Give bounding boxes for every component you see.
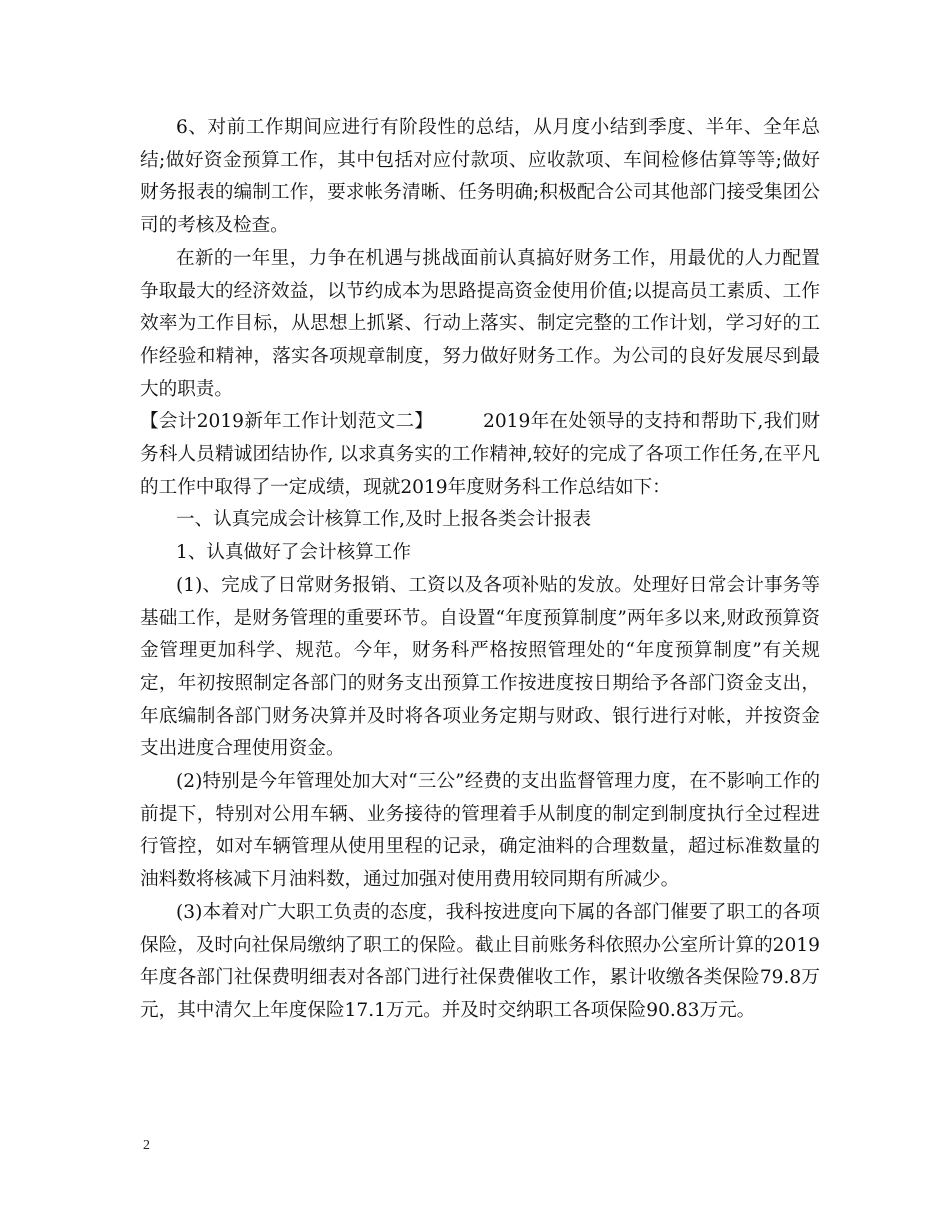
heading-spacer — [433, 411, 483, 432]
page-number: 2 — [143, 1138, 150, 1153]
subheading-accounting: 1、认真做好了会计核算工作 — [176, 542, 411, 564]
paragraph-item6: 6、对前工作期间应进行有阶段性的总结，从月度小结到季度、半年、全年总结;做好资金预算工作，其中包括对应付款项、应收款项、车间检修估算等等;做好财务报表的编制工作，要求帐务清晰、任务明确;积极配合公司其他部门接受集团公司的考核及检查。 — [140, 117, 820, 237]
paragraph-point-1: (1)、完成了日常财务报销、工资以及各项补贴的发放。处理好日常会计事务等基础工作，是财务管理的重要环节。自设置“年度预算制度”两年多以来,财政预算资金管理更加科学、规范。今年，财务科严格按照管理处的“年度预算制度”有关规定，年初按照制定各部门的财务支出预算工作按进度按日期给予各部门资金支出，年底编制各部门财务决算并及时将各项业务定期与财政、银行进行对帐，并按资金支出进度合理使用资金。 — [140, 574, 820, 760]
section-intro: 2019年在处领导的支持和帮助下,我们财务科人员精诚团结协作, 以求真务实的工作精神,较好的完成了各项工作任务,在平凡的工作中取得了一定成绩，现就2019年度财务科工作总结如下： — [140, 411, 821, 498]
document-page — [140, 112, 820, 1028]
section-heading: 【会计2019新年工作计划范文二】 — [140, 411, 434, 433]
paragraph-section-two — [140, 406, 820, 504]
paragraph-new-year: 在新的一年里，力争在机遇与挑战面前认真搞好财务工作，用最优的人力配置争取最大的经济效益，以节约成本为思路提高资金使用价值;以提高员工素质、工作效率为工作目标，从思想上抓紧、行动上落实、制定完整的工作计划，学习好的工作经验和精神，落实各项规章制度，努力做好财务工作。为公司的良好发展尽到最大的职责。 — [140, 247, 820, 400]
heading-accounting-work: 一、认真完成会计核算工作,及时上报各类会计报表 — [176, 509, 591, 531]
paragraph-point-3: (3)本着对广大职工负责的态度，我科按进度向下属的各部门催要了职工的各项保险，及时向社保局缴纳了职工的保险。截止目前账务科依照办公室所计算的2019年度各部门社保费明细表对各部门进行社保费催收工作，累计收缴各类保险79.8万元，其中清欠上年度保险17.1万元。并及时交纳职工各项保险90.83万元。 — [140, 901, 820, 1021]
paragraph-point-2: (2)特别是今年管理处加大对“三公”经费的支出监督管理力度，在不影响工作的前提下，特别对公用车辆、业务接待的管理着手从制度的制定到制度执行全过程进行管控，如对车辆管理从使用里程的记录，确定油料的合理数量，超过标准数量的油料数将核减下月油料数，通过加强对使用费用较同期有所减少。 — [140, 771, 820, 891]
